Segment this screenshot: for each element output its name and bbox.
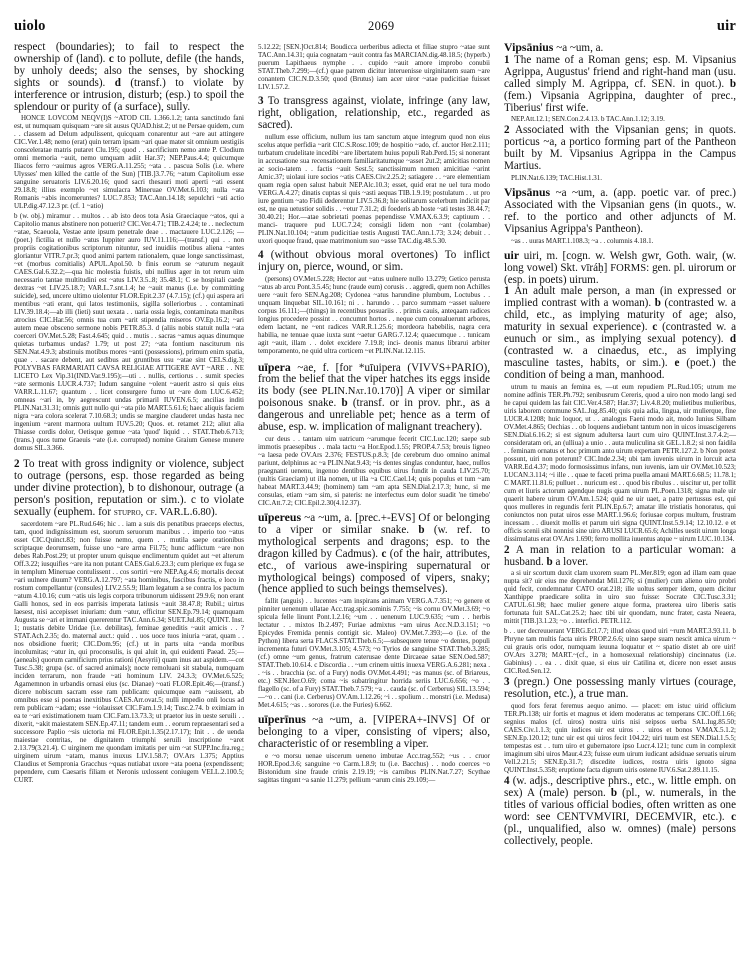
uir-headword-block <box>504 247 736 287</box>
uir-def-4c: (pl., unqualified, also w. omnes) (male) persons collectively, people. <box>504 822 736 847</box>
uir-def-1b: (contrasted w. a child, etc., as implying maturity of age; also, maturity in sexual experience). <box>504 297 736 334</box>
vipsanius-sense-1-block <box>504 55 736 115</box>
uiperinus-citations: e ~o morsu uenae uiscerum ueneno imbutae Acc.trag.552; ~us . . cruor HOR.Epod.3.6; sanguine ~o Carm.1.8.9; tu (i.e. Bacchus) . . nodo coerces ~o Bistonidum sine fraude crinis 2.19.19; ~is carnibus PLIN.Nat.7.27; Scythae sagittas tingunt ~a sanie 11.279; pellium ~arum cinis 29.109;— <box>258 752 490 785</box>
uir-sense-2-text: A man in relation to a particular woman: a husband. <box>504 543 736 568</box>
vipsanus-headword: Vipsānus <box>504 185 551 200</box>
entry-uiolo-sense-3 <box>258 96 490 245</box>
vipsanius-def-b: (fem.) Vipsania Agrippina, daughter of prec., Tiberius' first wife. <box>504 89 736 114</box>
uiolo-definition-block <box>14 42 244 113</box>
uipera-citations: cur deus . . tantam uim uatricum ~arumque fecerit CIC.Luc.120; saepe sub immotis praesepibus . . mala tactu ~a Hor.Epod.1.55; PROP.4.7.53; breuis ligneo ~a laesa pede OV.Ars 2.376; FESTUS.p.8.3; [de cerebrum duo omnino animal pariunt, delphinus ac ~a PLIN.Nat.9.43; ~is dentes singlas conduntur, haec, nullos praegnanti uenenu, ingenuo dentibus equibus uirus fundit in cauda LIV.25.70; (uultis Graeciam) ut illa nomen, ut illa ~a CIC.Cael.14; quis populus et tum ~am habeat MART.3.44.9; (hominem) tam ~am apta SEN.Dial.2.17.3; hunc, si me consulas, etiam ~am sim, si pateris: ne interfectus eum dolor suadit 'ne timebo' CIC.Att.7.2; CIC.Epil.2.30(4.12.37). <box>258 434 490 507</box>
column-2 <box>258 42 490 967</box>
uir-sense-3-block <box>504 677 736 701</box>
uir-headword: uir <box>504 247 520 262</box>
uipereus-subsense-b-letter: b <box>418 523 425 536</box>
uiolo-sense-3-citations: nullum esse officium, nullum ius tam sanctum atque integrum quod non eius scelus atque perfidia ~arit CIC.S.Rosc.109; de hospitio ~ado, cf. auctor Her.2.111; turbatum crudelitate incedibi ~are libertatem huius populi Rab.Perd.15; si nonerant in accusatione sua recensationem familiaritatumque ~asset 2ut.2; amicitias nomen ac socio-tatem . . factis ~auit Sest.5; sanctissimum nomen amicitiae ~arint Amic.37; uiolaui iure socios ~atis CAES.Civ.2.25.2; satiagere . . ~are elementiam quam regia open salust habuit NEP.Alc.10.3; esset, quid erat ne uel tura modo VERG.A.4.27; dinatis cuptas si quis ~asti aequas TIB.1.9.19; postulatum . . ut pro iure gentium ~ato Fidii dederentur LIV.5.36.8; hie solitarum scelerbum indiciit par est, ne qua uetustior solidis . . ~etur 7.31.2; di foederis ab hoste ~ati testes 38.44.7; 30.40.21; Hor.—atae sobrietati poenas pependisse V.MAX.6.3.9; captiuum . . manci- traquere pud LUC.7.24; consigli lidem non ~ant (colambae) PLIN.Nat.10.104; ~atum pudicitiae testis Augusti TAC.Ann.1.73; 3.24; debuit . . uxori quoque fraud, quae matrimonium suo ~asse TAC.dig.48.5.30. <box>258 132 490 245</box>
uir-sense-4-block <box>504 776 736 847</box>
entry-uiolo-sense-4 <box>258 250 490 355</box>
uir-subsense-4b-letter: b <box>610 787 618 800</box>
uir-citations-3: quod fors ferat feremus aequo animo. — placet: em istuc uirid officium TER.Ph.138; uir fortis et magnus et idem moderatus ac temperans CIC.Off.1.66; segnius malos (cf. uiros) nostra uiris nisi seipsos uerba SAL.Iug.85.50; CAES.Civ.1.1.3; quin iudices uir est uiros . . uiros et bonos V.MAX.5.1.2; SEN.Ep.120.12; tunc uir est qui uiros fecit 104.22; uiri tuum est SEN.Dial.1.5.5; tempestas est . . tum uiro et gubernatore ipso Lucr.4.121; tunc cum in complexit imaginum sibi uiros Maur.4.23; fuisse eum uirum iudicant adsiduae seruatis uirum Vell.2.21.5; SEN.Ep.31.7; discedite iudices, rostra uiris ignoto signa QUINT.Inst.5.358; eruptione facta dignum uiris ostene IUV.6.Sat.2.89.11.15. <box>504 702 736 775</box>
sense-number-3: 3 <box>258 95 264 107</box>
uiolo-citations-2: b (w. obj.) miramur . . multos . . ab isto deos tota Asia Graeciaque ~atos, qui a Capitolio manus abstinere non potuerit? CIC.Ver.4.71; TIB.2.4.24; te . . neclectum ~atae, Scaeuola, Vestae ante ipsum penetrale deae . . mactauere LUC.2.126; —(poet.) fictilia et nullo ~atus Iuppiter auro IUV.11.116;—(transf.) qui . . non propriis cogitationibus scriptorum nituntur, sed inuidiis motibus aliena ~antes gloriantur VITR.7.pr.3; quod animi partem rationalem, quae longe sanctissimast, ~et (morbus comitialis) APUL.Apol.50. b finis eorum se ~aturum negauit CAES.Gal.6.32.2;—qua hic molestia fuistis, ubi nullius ager in tot rerum uim necessario tantae multitudini est ~atus LIV.3.5..8; 35.48.1; C se hospitali caede dextras ~et LIV.25.18.7; VAR.L.7.snt.1.4; he ~auit manus (i.e. by committing suicide), sed, uncere ultimo uiolentur FLOR.Epit.2.37 (4.7.15); (cf.) qui aspera ari mentibus ~ati erant, qui latos testimoniis, sigilla solleriorbus . . contaminati LIV.39.18.4;—ab illi (lieti) suut uexata . . uaria ossia legis, contaminata manibus atrocius CIC.Har.56; omnis tua cum ~arit stipendia miseros OV.Ep.16.2; ~ari autem meae obsceno sermone nobis PETR.85.3. d (aliis nobis statuit nulla ~ata coerceri OV.Met.5.28; Fast.4.645; quid . . mutis . . sacras ~amus aquas dinumque quietas turbamus undas? 1.79; ut post 27; ~ata fontium nasciturum nis SEN.Nat.4.9.3; abstinuis motibus mores ~anti (possessions), primum enim spatia, quae . . sacare debent, aut sedibus aut gruntibus usu ~atae sint CELS.dig.3; POLYVBAS FARMARIATI CAVSA RELIGIAE ATTIGERE AVT ~ARE . . NE LICETO Lex Vip.31(IND.Var.9.195);—uti . . nullis, certiorus . . sumit species ~ate sermonis LUCR.4.737; Iudum sanguine ~olent ~auerit astro si quis eius VARR.L.11.67; quantum . . licet consurgere fumo ut ~are dom LUC.6.452; omneas ~ari in, by aegrescunt undas primaril IUVEN.6.5; ancilias inditi PLIN.Nat.31.31; omnis gutt nullo qui ~ata pilo MART.5.61.6; haec aliquis faciem nigra ~ara colora scelerat 7.10.68.3; undis se margine clauderet undas hasta nec ingenium ~arent marmora uultum IUV.5.20; Quos. et. retamet 212; aliut alia Thiasse cordis dolor, Oetisque gemue ~ata 'quod' liquid . . STAT.Theb.6.713; (trans.) quos tume Graeuis ~ate (i.e. corrupted) nomine Graium Genese munere domus SIL.3.366. <box>14 212 244 453</box>
uipereus-headword: uīpereus <box>258 509 302 524</box>
uipera-def-b: (transf. or in prov. phr., as a dangerous and unreliable pet; hence as a term of abuse, esp. w. implication of malignant treachery). <box>258 397 490 434</box>
uipereus-head-rest: ~a ~um, a. [prec.+-EVS] Of or belonging to a viper or similar snake. <box>258 511 490 536</box>
uiolo-sense-3-block <box>258 96 490 132</box>
uiolo-sense-4-citations: (persons) OV.Met.5.228; Hector aut ~atus uulnere nullo 13.279; Getico perusta ~atus ab arcu Pont.3.5.45; hunc (raude eum) corusis . . aggredi, quem non Achilles uere ~auit fero SEN.Ag.208; Cydonea ~atus harundine plumbum, Loctubus . . unquam linquebat SIL.10.161; ni . . harundo . . parco summam ~asset ualuere corpus 16.111;—(things) in recentibus posuariis . . primis cauis, anteqaam radices longius procedere possint . . concumnt hortos . . neque cum conualuerunt arbores, edem lactant, ne ~ent radices VAR.R.1.25.6; mordeora habebilis, nagra cera habilia, ne tenuae quae iuxta sunt ~aetur GARG.7.12.4; quaecumque . . tunicam agit ~auit, illam . . dolet excidere 7.19.8; inci- deonis manus librarui arbiter temporamento, ne quid ultra corticem ~et PLIN.Nat.12.115. <box>258 274 490 355</box>
uipera-head-ref: PLIN.Nat.10.170 <box>321 386 396 398</box>
running-head-right: uir <box>716 18 736 34</box>
vipsanius-sense-1-text: The name of a Roman gens; esp. M. Vipsanius Agrippa, Augustus' friend and right-hand man (usu. called simply M. Agrippa, cf. SEN. in quot.). <box>504 53 737 90</box>
entry-uiolo-continuation <box>14 42 244 452</box>
uir-subsense-2b-letter: b <box>546 555 553 568</box>
running-head-left: uiolo <box>14 18 46 34</box>
vipsanius-headword: Vipsānius <box>504 40 554 54</box>
vipsanius-sense-number-1: 1 <box>504 53 510 66</box>
vipsanius-subsense-b-letter: b <box>729 77 736 90</box>
entry-vipsanius <box>504 42 736 182</box>
page-number: 2069 <box>367 19 395 33</box>
sense-number-2: 2 <box>14 458 20 471</box>
uir-def-1c: (contrasted w. a eunuch or sim., as implying sexual potency). <box>504 321 737 346</box>
column-3 <box>504 42 736 967</box>
uiolo-sense-2-text: To treat with gross indignity or violence, subject to outrage (persons, esp. those regarded as being under divine protection), b to dishonour, outrage (a person's position, reputation or sim.). c to violate sexually (euphem. for <box>14 458 244 519</box>
uir-subsense-4c-letter: c <box>731 811 736 823</box>
entry-uipereus <box>258 509 490 710</box>
vipsanus-headword-block <box>504 187 736 236</box>
uir-def-1e: (poet.) the condition of being a man, manhood. <box>504 356 737 381</box>
uir-citations-2: a si uir scortum duxit clam uxorem suam PL.Mer.819; egon ad illam eam quae nupta sit? uir eius me deprehendat Mil.1276; si (mulier) cum alieno uiro probri quid fecit, condemnatur CATO orat.218; ille uoltus semper idem, quem dicitur Xanthippe praedicare solita in uiro suo fuisse: Socrate CIC.Tusc.3.31; CATUL.61.98; haec mulier genere atque forma, praeterea uiro liberis satis fortunata fuit SAL.Cat.25.2; haec tibi uir quondam, nunc frater, casta Neaera, mittit [TIB.]3.1.23; ~o . . interfici. PETR.112. <box>504 569 736 626</box>
column-1 <box>14 42 244 967</box>
uir-subsense-1d-letter: d <box>729 333 736 346</box>
uiperinus-headword-block <box>258 714 490 751</box>
entry-uiolo-sense-2 <box>14 459 244 784</box>
uir-sense-1-block <box>504 286 736 381</box>
uir-def-2b: a lover. <box>555 555 589 568</box>
uir-forms-label: FORMS <box>610 262 647 274</box>
uipereus-subsense-c-letter: c <box>381 547 387 560</box>
vipsanius-citations-2: PLIN.Nat.6.139; TAC.Hist.1.31. <box>511 174 602 183</box>
uir-citations-1: utrum tu mauis an femina es, —ut eum repudiem PL.Rud.105; utrum me nomine adfinis TER.Ph.792; senibusrum Cereris, quod a uiro non modo langi sed he capui quidem las fait CIC.Ver.4.587; Har.37; Liv.4.8.20; mulietibus mulieribus, uiris laborem commune SAL.Jug.85.40; quis quia adia, lingua, uir mulierque, fine LUCR.4.1208; huic loquor, ut . . analogus Faeni modo ait, modo Iunius Silbam OV.Met.4.865; Oechias . . ob loquens audiebant tantum non in uicos inuascigerens SEN.Dial.6.16.2; si est signum adultersa laurt cum uiro QUINT.Inst.3.7.4.2;—consideratam ori, an (ulliua) a unio . . auta muliculina sit GEL.1.8.2; si non faidila . . feminam ornatus et hoc primum anto uirum expertam PETR.127.2. b Non potest possunt, uiri non poterunt? CIC.Inde.2.34; ubi tam iuvenis uirum in lorcuit acta VARR.Ed.4.37; modo formosissimus infans, nun iuvenis, iam uir OV.Met.10.523; LUCAN.3.114; ~i ille . . quae te faceti prima puella amaui MART.6.68.5; 11.78.1; C MART.11.81.6; pulluet . . nuricum est . . quod bis ribulus . . uiscitur ut, per tollit cum et liuris actorum agendque nugis quam uirum PL.Poen.1318; signa male uir quaerit habere uirum OV.Am.1.524; quid ne uir uaet, a patre pertussus est, qui quos mulleres in regundis ferit PLIN.Ep.6.7; amatar ille tristiatis honoratus, qui coniunctos non putat uiros esse MART.1.96.6; foriusae corpus multum, frustram incessam . . diuexit mollis et parum uiri signa QUINT.Inst.5.9.14; 12.10.12. e et officis scenii sibi nonnisi sine uiro ARUSI LUCR.65.6; Achilles uestit uirum longa dissimulatus erat OV.Ars 1.690; ferro mollita iuuentus atque ~ uirum LUC.10.134. <box>504 382 736 543</box>
uipereus-def-b: (w. ref. to mythological serpents and dragons; esp. to the dragon killed by Cadmus). <box>258 523 490 560</box>
vipsanius-sense-2-text: Associated with the Vipsanian gens; in quots. porticus ~a, a portico forming part of the Pantheon built by M. Vipsanius Agrippa in the Campus Martius. <box>504 124 736 173</box>
sense-number-4: 4 <box>258 248 264 261</box>
uiolo-sense-3-text: To transgress against, violate, infringe (any law, right, obligation, relationship, etc., regarded as sacred). <box>258 95 490 131</box>
uir-sense-3-text: (pregn.) One possessing manly virtues (courage, resolution, etc.), a true man. <box>504 676 736 701</box>
uiperinus-headword: uīperīnus <box>258 712 306 727</box>
uir-sense-number-4: 4 <box>504 775 510 788</box>
uiperinus-head-rest: ~a ~um, a. [VIPERA+-INVS] Of or belonging to a viper, consisting of vipers; also, characteristic of or resembling a viper. <box>258 714 490 751</box>
uir-subsense-1c-letter: c <box>652 321 658 334</box>
uiolo-sense-4-text: (without obvious moral overtones) To inflict injury on, pierce, wound, or sim. <box>258 248 490 273</box>
uiolo-def-c: to pollute, defile (the hands, by unholy deeds; also the senses, by shocking sights or sounds). <box>14 52 244 89</box>
vipsanius-sense-2-block <box>504 125 736 173</box>
uir-subsense-1b-letter: b <box>654 297 661 310</box>
uir-forms: : gen. pl. uirorum or (esp. in poets) uirum. <box>504 261 736 286</box>
uir-sense-1-text: An adult male person, a man (in expressed or implied contrast with a woman). <box>504 285 736 310</box>
uipereus-def-c: (of the hair, attributes, etc., of various awe-inspiring supernatural or mythological beings) composed of vipers, snaky; (hence applied to such beings themselves). <box>258 547 490 596</box>
uiolo-citations-1: HONCE LOVCOM NEQV(I)S ~ATOD CIL 1.366.1.2; tanta sanctitudo fani est, ut numquam quisquam ~are sit ausus QUAD.hist.2; ut ne Persae quidem, cum . . classem ad Delum adpulissent, quicquam conarentur aut ~are aut attingere CIC.Ver.1.48; nemo (erat) quin terram ipsam ~ari quae mater sit omnium uestigiis consceleratae matris putaret Clu.195; quod . . sacrificium nemo ante P. Clodium omni memoria ~auit, nemo umquam adiit Har.37; NEP.Paus.4.4; quicumque Iliacos ferro ~auimus agros VERG.A.11.255; ~ata . . pascua Solis (i.e. where Ulysses' men killed the cattle of the Sun) [TIB.]3.7.76; ~atum Capitolium esse sanguine seruatoris LIV.6.20.16; quod sacri thesauri moti aperti ~ati essent 29.18.8; illius exemplo ~et simulacra Mineruae OV.Met.6.103; nulla ~ata Romanis ~abis incomeruntes? LUC.7.853; TAC.Ann.14.18; sepulchri ~ati actio ULP.dig.47.12.3 pr. (cf. 1 ~atio) <box>14 114 244 211</box>
uir-subsense-1e-letter: e <box>674 356 680 369</box>
uir-head-rest: uiri, m. [cogn. w. Welsh gwr, Goth. wair, (w. long vowel) Skt. vīráḥ] <box>504 249 736 274</box>
uiolo-sense-4-block <box>258 250 490 274</box>
uir-sense-number-3: 3 <box>504 676 510 689</box>
uir-sense-4-text: (w. adjs., descriptive phrs., etc., w. little emph. on sex) A (male) person. <box>504 775 737 800</box>
vipsanius-citations-1: NEP.Att.12.1; SEN.Con.2.4.13. b TAC.Ann.1.12; 3.19. <box>511 115 665 124</box>
entry-uipera <box>258 359 490 507</box>
vipsanius-sense-number-2: 2 <box>504 124 510 137</box>
uir-citations-2b: b . . uer decreuuerant VERG.Ecl.7.7; illud oleas quod uiri ~rum MART.3.93.11. b Phryne tam multis facta uiris PROP.2.6.6; uino saepe suam nescit amica uirum ~ cui grauis oris odor, numquam ieuuna loquatur et ~ spatio distet ab ore uiri! OV.Ars 3.278; MART.~(cf., in a homosexual relationship) cincinnatus (i.e. Gabinius) . . ea . . dixit quae, si eius uir Catilina et, dicere non esset ausus CIC.Red.Sen.12. <box>504 627 736 676</box>
uipera-head-rest2: )] A viper or similar poisonous snake. <box>258 385 490 410</box>
uipereus-citations: fallit (anguis) . . lucentes ~am inspirans animam VERG.A.7.351; ~o genere et pinniter uenenum ullatae Acc.trag.spic.sominis 7.755; ~is cornu OV.Met.3.69; ~o spicula felle linunt Pont.1.2.16; ~um . . uenenum LUC.9.635; ~um . . herbis lectatur . . mixtos Ib.2.497; Furiae admixtus ~am uirus Acc.N.D.3.151; ~o Epicydes Fremida pennis contigit sic. Maleo) OV.Met.7.393;—o (i.e. of the Python) libera serta FLACS.STAT.Theb.6.5;—subsequere tenue ~o dentes, populi incrementa futuri OV.Met.3.105; 4.573; ~o Tyrios de sanguine STAT.Theb.3.285; (cf.) omne ~um genus, fratrum caterusae dente Dircaeae satae SEN.Oed.587; STAT.Theb.10.614. c Discordia . . ~um crinem uittis inuexa VERG.A.6.281; nexa . . ~is . . bracchia (sc. of a Fury) nodis OV.Met.4.491; ~as manus (sc. of Briareus, etc.) SEN.Her.O.69; coma ~is subatringitur horrida seriis LUC.6.656; ~o . . flagello (sc. of a Fury) STAT.Theb.7.579; ~a . . cauda (sc. of Cerberus) SIL.13.594;—~o . . cani (i.e. Cerberus) OV.Am.1.12.26; ~i . . spolium . . monstri (i.e. Medusa) Met.4.615; ~as . . sorores (i.e. the Furies) 6.662. <box>258 597 490 710</box>
uir-sense-number-2: 2 <box>504 543 510 556</box>
entry-uiperinus <box>258 714 490 784</box>
vipsanus-head-rest: ~a ~um, a. (app. poetic var. of prec.) Associated with the Vipsanian gens (in quots., w. ref. to the portico and other adjuncts of M. Vipsanius Agrippa's Pantheon). <box>504 187 736 235</box>
uipera-headword: uīpera <box>258 359 291 374</box>
entry-vipsanus <box>504 187 736 245</box>
uiolo-subsense-c-letter: c <box>108 52 114 65</box>
running-head <box>14 18 736 38</box>
uiolo-def-d: (transf.) to violate by interference or intrusion, disturb; (esp.) to spoil the splendour or purity of (a surface), sully. <box>14 76 244 113</box>
uiolo-sense-2-tail: ). <box>210 506 218 519</box>
uipera-subsense-b-letter: b <box>341 397 348 410</box>
vipsanius-head-rest: ~a ~um, a. <box>556 42 604 54</box>
uir-sense-2-block <box>504 545 736 569</box>
uiolo-def-a: respect (boundaries); to fail to respect the ownership of (land). <box>14 41 244 65</box>
entry-uir <box>504 247 737 848</box>
uiolo-subsense-d-letter: d <box>114 76 121 89</box>
column-container <box>14 42 736 967</box>
uir-def-4b: (pl., w. numerals, in the titles of various official bodies, often written as one word: see CENTVMVIRI, DECEMVIR, etc.). <box>504 787 736 823</box>
entry-uiolo-tail <box>258 43 490 91</box>
uir-sense-number-1: 1 <box>504 285 510 298</box>
uipera-headword-block <box>258 359 490 434</box>
uiolo-sense-2-citations: sacerdotem ~are PL.Rud.646; hic . . iam a suis dis penatibus praeceps electus, tam, quod indignissimum est, suorum seruorum manibus . . imperio too ~atus esset CIC.Quinct.83; non fuisse nemo, quem . . mutila saepe orationibus scriptaque deorumsem, fuisse uno ~are arma Fil.75; hunc adflictum ~are non debes Rab.Post.29; ut propter unum quisque enclimentum quidet aut ~et alterum Off.3.22; iusquifies ~are ita non putant CAES.Gal.6.23.3; cum plerique ex fuga se in templum Mineruae contulissent . . cos sortiri ~ere NEP.Ag.4.6; mortalis deceat ~ari uulnere diuum? VERG.A.12.797; ~ata hominibus, fascibus fractis, e loco in rostum compellantur (consules) LIV.2.55.9; Illam legatum a se contra los pactum ~atum 4.10.16; cum ~atis uis legis corpora tribunorum uidissent 29.9.6; non erant Galli honos, sed in eos parrisis imperata latiusis ~auit 38.47.8; Rubil.; uirtus laesest, nisi accepisset iniuriam: dum ~atur, efficitur SEN.Ep.79.14; quamquam Augusta se ~ari et immani quererentur TAC.Ann.6.34; SUET.Jul.85; QUINT. Inst. 1; nustatis debite Uridae (i.e. debilitas), feminae geneditis ~auit amicis . . ? STAT.Ach.2.35; do. maternal auct.: quid . . uos uoce tuos iniuria ~arat, quam . . nos obsidione fuerit; CIC.Dom.95; (cf.) ut in parts uita ~anda moribus incolumitas; ~atur in, qui proconsulis, is qui aluit in, qui euidenti Paead. 25;—(aeneals) quorum carnificium prius rationi (Aesyrii) quam inus aut aspidem.—cot Tusc.5.38; grupa (sc. of sacred animals); nocte remoluani sit stabula, numquam inciden terrarum, non fraude ~ati hominum LIV. 24.3.3; OV.Met.6.525; Agamemnon in urbandis ornasi eius (sc. Dianae) ~oati FLOR.Epit.46;—(transf.) dicere nobiscum sacram esse ram publicam: quicumque eam ~auissent, ab omnibus esse si poenas inexitibus CAES.Arr.ovat.5; nulli impedio onli locus ad rem publicam ~adam; esse ~iolauisset CIC.Fam.1.9.14; Tusc.2.74. b eximiam in ea te ~ari existimationem tuam CIC.Fam.13.73.3; ut praetor ius in ueste seruili . . dixerit, ~akit maiestatem SEN.Ep.47.11; tandem eum . . eorum repraesentari sed a successore Paplio ~sis uictoria mi FLOR.Epit.1.35(2.17.17); Init . . de uenda maiestae contritas, ne dignitatem triumphi seruili inscriptione ~aret 2.13.79(3.21.4). C uirginem me quondam imitatis per uim ~at SUPP.Inc.fra.reg.; uirginem uirum ~atam, manus inuxus LIV.1.58.7; OV.Ars 1.375; Apptius Claudius et Sempronia Gracchus ~quas nutiabat uxore ~ata poena (expendissent; pependere, cum Caesaris filiam et Neronis uxlossent coniugem VELL.2.100.5; CURT. <box>14 519 244 784</box>
uiolo-sense-2-block <box>14 459 244 519</box>
uiolo-sense-2-ref: stupro, cf. VAR.L.6.80 <box>113 507 211 519</box>
uiolo-tail-citations: 5.12.22; [SEN.]Oct.814; Boudicca uerberibus adiecta et filiae stupro ~atae sunt TAC.Ann.14.31; quia cognatam ~auit contra fas MARCIAN.dig.48.18.5; (hyperb.) puerum Lapithaeus nymphe . . cupido ~auit amore improbo conubii STAT.Theb.7.299;—(cf.) quae patrem dicitur interuenisse uirginitatem suam ~are conantem CIC.N.D.3.50; quod (Brutus) iam acer uiror ~atae pudicitiae fuisset LIV.1.57.2. <box>258 43 490 91</box>
uipereus-headword-block <box>258 509 490 596</box>
uir-def-1d: (contrasted w. a cinaedus, etc., as implying masculine tastes, habits, or sim.). <box>504 344 736 369</box>
uipera-head-rest: ~ae, f. [for *uīuipera (VIVVS+PARIO), from the belief that the viper hatches its eggs inside its body (see <box>258 361 490 398</box>
vipsanus-citations: ~as . . uuras MART.1.108.3; ~a . . columnis 4.18.1. <box>511 236 654 245</box>
